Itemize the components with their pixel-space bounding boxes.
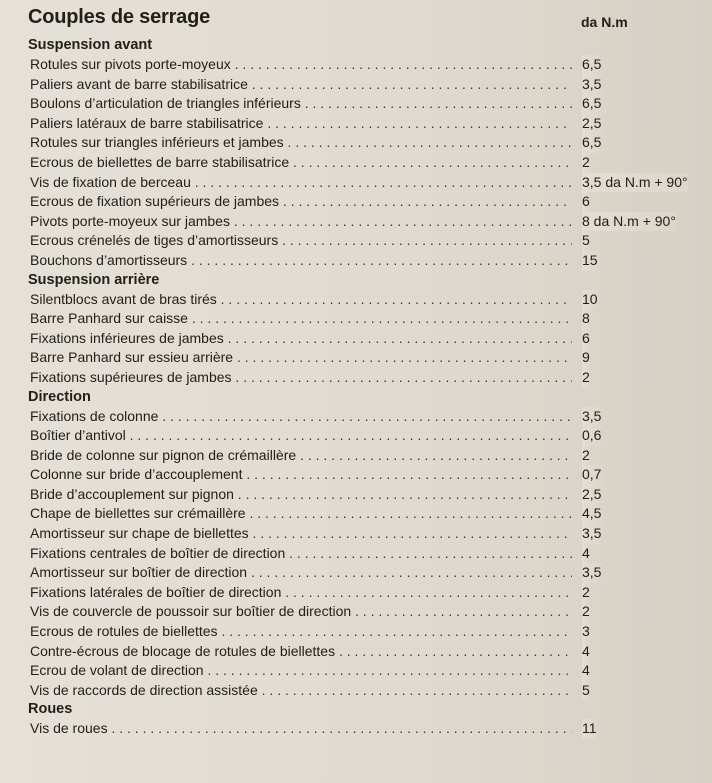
- table-row: [28, 426, 708, 446]
- row-label: Paliers latéraux de barre stabilisatrice . . .: [30, 114, 572, 134]
- row-value: 2: [582, 153, 590, 173]
- table-row: [28, 544, 708, 564]
- table-row: [28, 153, 708, 173]
- table-row: [28, 681, 708, 701]
- row-label: Rotules sur triangles inférieurs et jambes . . .: [30, 133, 572, 153]
- row-label: Chape de biellettes sur crémaillère . . .: [30, 504, 572, 524]
- row-label: Fixations supérieures de jambes . . .: [30, 368, 572, 388]
- row-label: Vis de raccords de direction assistée . . .: [30, 681, 572, 701]
- row-label: Barre Panhard sur essieu arrière . . .: [30, 348, 572, 368]
- row-value: 4: [582, 661, 590, 681]
- row-value: 3,5: [582, 524, 601, 544]
- table-row: [28, 329, 708, 349]
- section-title: Roues: [28, 701, 73, 718]
- row-value: 3,5: [582, 407, 601, 427]
- row-label: Ecrou de volant de direction . . .: [30, 661, 572, 681]
- table-row: [28, 114, 708, 134]
- row-label: Ecrous de fixation supérieurs de jambes . . .: [30, 192, 572, 212]
- row-value: 2: [582, 602, 590, 622]
- table-row: [28, 231, 708, 251]
- row-value: 9: [582, 348, 590, 368]
- row-value: 4: [582, 642, 590, 662]
- row-value: 5: [582, 231, 590, 251]
- row-value: 2: [582, 368, 590, 388]
- row-label: Paliers avant de barre stabilisatrice . . .: [30, 75, 572, 95]
- row-value: 0,6: [582, 426, 601, 446]
- table-row: [28, 622, 708, 642]
- table-row: [28, 465, 708, 485]
- table-row: [28, 719, 708, 739]
- row-value: 2,5: [582, 485, 601, 505]
- row-label: Rotules sur pivots porte-moyeux . . .: [30, 55, 572, 75]
- table-row: [28, 368, 708, 388]
- row-label: Amortisseur sur boîtier de direction . . .: [30, 563, 572, 583]
- row-value: 6: [582, 192, 590, 212]
- table-row: [28, 348, 708, 368]
- row-label: Fixations de colonne . . .: [30, 407, 572, 427]
- row-label: Ecrous de rotules de biellettes . . .: [30, 622, 572, 642]
- row-label: Boulons d’articulation de triangles inférieurs . . .: [30, 94, 572, 114]
- row-value: 6,5: [582, 133, 601, 153]
- row-value: 6: [582, 329, 590, 349]
- row-label: Ecrous de biellettes de barre stabilisatrice . . .: [30, 153, 572, 173]
- section-title: Direction: [28, 388, 91, 405]
- row-label: Fixations centrales de boîtier de direction . . .: [30, 544, 572, 564]
- table-row: [28, 642, 708, 662]
- row-label: Bouchons d’amortisseurs . . .: [30, 251, 572, 271]
- table-row: [28, 563, 708, 583]
- row-value: 2: [582, 446, 590, 466]
- row-value: 15: [582, 251, 598, 271]
- table-row: [28, 446, 708, 466]
- row-value: 2: [582, 583, 590, 603]
- row-label: Bride d’accouplement sur pignon . . .: [30, 485, 572, 505]
- row-value: 0,7: [582, 465, 601, 485]
- row-label: Bride de colonne sur pignon de crémaillère . . .: [30, 446, 572, 466]
- table-row: [28, 602, 708, 622]
- unit-label: da N.m: [581, 14, 628, 30]
- table-row: [28, 192, 708, 212]
- table-row: [28, 407, 708, 427]
- row-value: 3,5 da N.m + 90°: [582, 173, 688, 193]
- row-label: Silentblocs avant de bras tirés . . .: [30, 290, 572, 310]
- row-value: 6,5: [582, 55, 601, 75]
- torque-table: [28, 36, 708, 739]
- row-value: 3,5: [582, 75, 601, 95]
- row-label: Fixations latérales de boîtier de direction . . .: [30, 583, 572, 603]
- row-value: 3,5: [582, 563, 601, 583]
- table-row: [28, 485, 708, 505]
- table-row: [28, 309, 708, 329]
- row-value: 8 da N.m + 90°: [582, 212, 676, 232]
- table-row: [28, 212, 708, 232]
- row-value: 4,5: [582, 504, 601, 524]
- row-value: 3: [582, 622, 590, 642]
- row-label: Ecrous crénelés de tiges d’amortisseurs . . .: [30, 231, 572, 251]
- table-row: [28, 75, 708, 95]
- row-value: 8: [582, 309, 590, 329]
- page-title: Couples de serrage: [28, 6, 211, 28]
- section-title: Suspension arrière: [28, 271, 160, 288]
- table-row: [28, 251, 708, 271]
- section-title: Suspension avant: [28, 37, 153, 53]
- row-label: Vis de couvercle de poussoir sur boîtier de direction . . .: [30, 602, 572, 622]
- row-label: Vis de roues . . .: [30, 719, 572, 739]
- row-value: 10: [582, 290, 598, 310]
- table-row: [28, 583, 708, 603]
- row-value: 6,5: [582, 94, 601, 114]
- row-label: Vis de fixation de berceau . . .: [30, 173, 572, 193]
- table-row: [28, 55, 708, 75]
- row-label: Fixations inférieures de jambes . . .: [30, 329, 572, 349]
- row-label: Boîtier d’antivol . . .: [30, 426, 572, 446]
- table-row: [28, 290, 708, 310]
- row-value: 4: [582, 544, 590, 564]
- row-label: Colonne sur bride d’accouplement . . .: [30, 465, 572, 485]
- table-row: [28, 661, 708, 681]
- header: [28, 6, 708, 32]
- row-label: Contre-écrous de blocage de rotules de biellettes . . .: [30, 642, 572, 662]
- table-row: [28, 173, 708, 193]
- row-label: Pivots porte-moyeux sur jambes . . .: [30, 212, 572, 232]
- row-value: 5: [582, 681, 590, 701]
- table-row: [28, 524, 708, 544]
- row-value: 2,5: [582, 114, 601, 134]
- row-value: 11: [582, 719, 597, 739]
- row-label: Amortisseur sur chape de biellettes . . .: [30, 524, 572, 544]
- row-label: Barre Panhard sur caisse . . .: [30, 309, 572, 329]
- table-row: [28, 94, 708, 114]
- table-row: [28, 133, 708, 153]
- table-row: [28, 504, 708, 524]
